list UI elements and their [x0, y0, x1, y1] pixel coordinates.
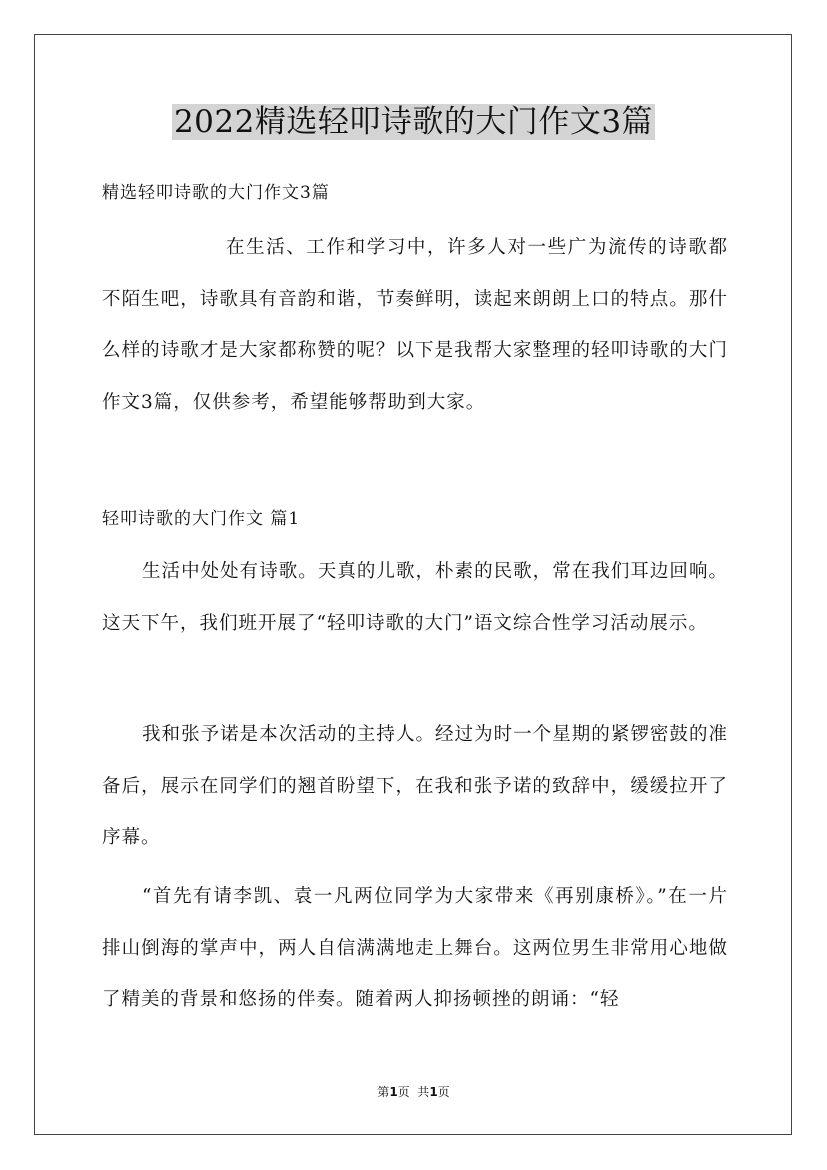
body-paragraph-3: “首先有请李凯、袁一凡两位同学为大家带来《再别康桥》。”在一片排山倒海的掌声中，两人自信满满地走上舞台。这两位男生非常用心地做了精美的背景和悠扬的伴奏。随着两人抑扬顿挫的朗诵：“轻	[102, 886, 728, 1010]
page-current: 1	[389, 1085, 398, 1099]
page-total: 1	[429, 1085, 438, 1099]
page-footer	[0, 1084, 827, 1100]
section-heading: 轻叩诗歌的大门作文 篇1	[102, 509, 301, 529]
page-suffix: 页	[437, 1085, 450, 1099]
document-title	[0, 100, 827, 144]
document-subtitle: 精选轻叩诗歌的大门作文3篇	[102, 183, 330, 203]
body-paragraph-1: 生活中处处有诗歌。天真的儿歌，朴素的民歌，常在我们耳边回响。这天下午，我们班开展了“轻叩诗歌的大门”语文综合性学习活动展示。	[102, 561, 728, 634]
page-prefix: 第	[377, 1085, 390, 1099]
intro-paragraph: 在生活、工作和学习中，许多人对一些广为流传的诗歌都不陌生吧，诗歌具有音韵和谐，节奏鲜明，读起来朗朗上口的特点。那什么样的诗歌才是大家都称赞的呢？以下是我帮大家整理的轻叩诗歌的大门作文3篇，仅供参考，希望能够帮助到大家。	[102, 237, 728, 413]
document-title-text: 2022精选轻叩诗歌的大门作文3篇	[173, 104, 654, 140]
body-paragraph-2: 我和张予诺是本次活动的主持人。经过为时一个星期的紧锣密鼓的准备后，展示在同学们的翘首盼望下，在我和张予诺的致辞中，缓缓拉开了序幕。	[102, 724, 728, 848]
page-mid: 页 共	[397, 1085, 430, 1099]
